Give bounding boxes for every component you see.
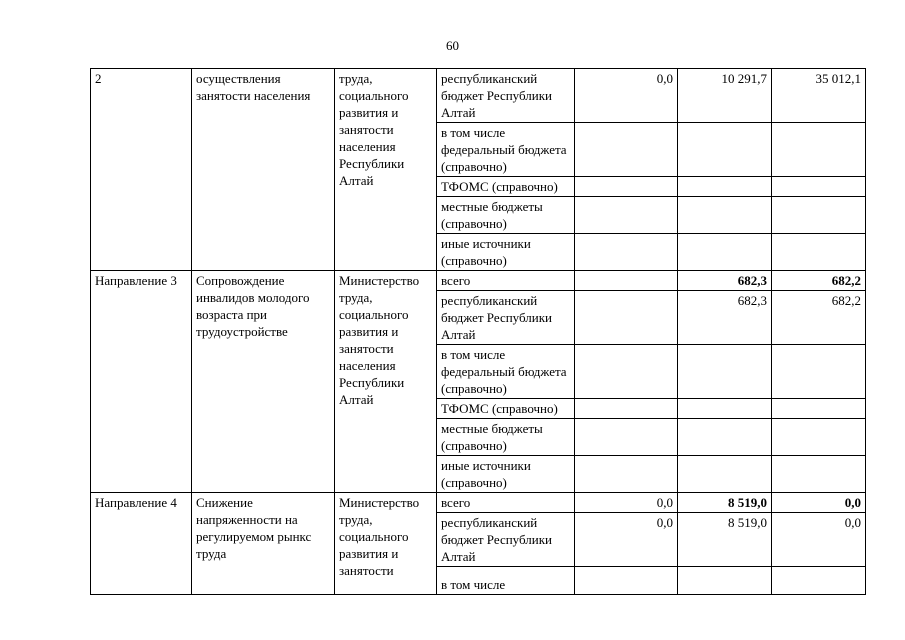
table-row <box>91 69 866 123</box>
value-cell <box>678 345 772 399</box>
value-cell: 682,3 <box>678 271 772 291</box>
value-cell <box>772 399 866 419</box>
value-cell <box>575 123 678 177</box>
funding-source: ТФОМС (справочно) <box>437 399 575 419</box>
value-cell <box>575 177 678 197</box>
funding-source: республиканский бюджет Республики Алтай <box>437 69 575 123</box>
value-cell <box>678 419 772 456</box>
funding-source: республиканский бюджет Республики Алтай <box>437 291 575 345</box>
funding-source: ТФОМС (справочно) <box>437 177 575 197</box>
funding-source: местные бюджеты (справочно) <box>437 197 575 234</box>
row-number: 2 <box>91 69 192 271</box>
value-cell: 8 519,0 <box>678 493 772 513</box>
value-cell <box>772 197 866 234</box>
value-cell <box>575 291 678 345</box>
value-cell <box>678 123 772 177</box>
event-name: осуществления занятости населения <box>192 69 335 271</box>
value-cell: 0,0 <box>575 513 678 567</box>
funding-source: в том числе федеральный бюджета (справочно) <box>437 123 575 177</box>
funding-source: в том числе федеральный бюджета (справочно) <box>437 345 575 399</box>
value-cell <box>575 399 678 419</box>
value-cell: 35 012,1 <box>772 69 866 123</box>
value-cell <box>575 419 678 456</box>
value-cell <box>575 456 678 493</box>
value-cell: 10 291,7 <box>678 69 772 123</box>
responsible-executor: труда, социального развития и занятости населения Республики Алтай <box>335 69 437 271</box>
budget-table <box>90 68 866 595</box>
value-cell <box>772 567 866 595</box>
value-cell <box>678 567 772 595</box>
value-cell: 8 519,0 <box>678 513 772 567</box>
direction-number: Направление 3 <box>91 271 192 493</box>
responsible-executor: Министерство труда, социального развития и занятости населения Республики Алтай <box>335 271 437 493</box>
value-cell: 0,0 <box>772 493 866 513</box>
funding-source: в том числе <box>437 567 575 595</box>
direction-number: Направление 4 <box>91 493 192 595</box>
value-cell <box>772 419 866 456</box>
value-cell <box>772 123 866 177</box>
value-cell <box>678 399 772 419</box>
value-cell: 682,3 <box>678 291 772 345</box>
value-cell <box>772 177 866 197</box>
value-cell <box>575 567 678 595</box>
value-cell <box>678 197 772 234</box>
value-cell <box>575 271 678 291</box>
value-cell: 682,2 <box>772 291 866 345</box>
value-cell <box>678 177 772 197</box>
value-cell <box>678 456 772 493</box>
funding-source: всего <box>437 271 575 291</box>
value-cell <box>575 234 678 271</box>
funding-source: всего <box>437 493 575 513</box>
value-cell: 0,0 <box>575 493 678 513</box>
value-cell <box>772 234 866 271</box>
value-cell <box>772 345 866 399</box>
table-row <box>91 493 866 513</box>
funding-source: иные источники (справочно) <box>437 456 575 493</box>
event-name: Сопровождение инвалидов молодого возраста при трудоустройстве <box>192 271 335 493</box>
value-cell <box>575 197 678 234</box>
funding-source: местные бюджеты (справочно) <box>437 419 575 456</box>
event-name: Снижение напряженности на регулируемом рынкс труда <box>192 493 335 595</box>
responsible-executor: Министерство труда, социального развития и занятости <box>335 493 437 595</box>
value-cell: 0,0 <box>575 69 678 123</box>
value-cell <box>678 234 772 271</box>
funding-source: республиканский бюджет Республики Алтай <box>437 513 575 567</box>
value-cell <box>772 456 866 493</box>
value-cell: 682,2 <box>772 271 866 291</box>
value-cell <box>575 345 678 399</box>
value-cell: 0,0 <box>772 513 866 567</box>
table-row <box>91 271 866 291</box>
funding-source: иные источники (справочно) <box>437 234 575 271</box>
page-number: 60 <box>446 38 459 53</box>
